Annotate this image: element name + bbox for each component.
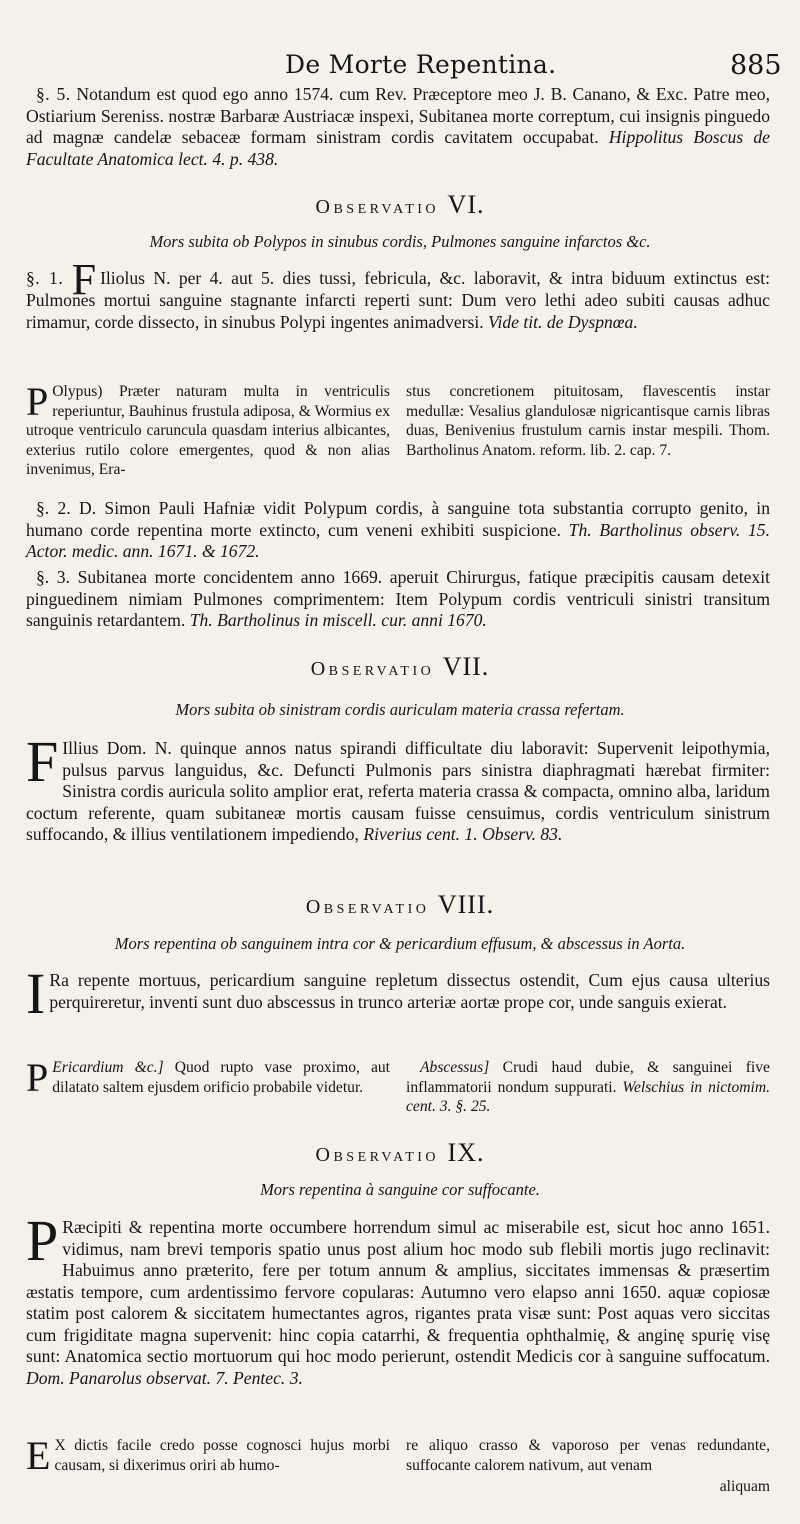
note-text: re aliquo crasso & vaporoso per venas redundante, suffocante calorem nativum, aut venam — [406, 1437, 770, 1474]
note-column-left — [26, 379, 390, 480]
observation-8-heading: Observatio VIII. — [305, 890, 495, 919]
running-head — [0, 50, 800, 84]
note-text: Quod rupto vase proximo, aut dilatato saltem ejusdem orificio probabile videtur. — [52, 1059, 390, 1096]
observation-7-subtitle: Mors subita ob sinistram cordis auriculam materia crassa refertam. — [175, 700, 625, 719]
note-column-right — [406, 382, 770, 480]
observation-6-heading: Observatio VI. — [315, 190, 485, 219]
drop-cap: I — [26, 961, 46, 1026]
drop-cap: E — [26, 1433, 51, 1478]
note-text: X dictis facile credo posse cognosci hujus morbi causam, si dixerimus oriri ab humo- — [54, 1437, 390, 1474]
observation-6-section-2 — [26, 498, 770, 563]
section-text: §. 2. D. Simon Pauli Hafniæ vidit Polypum cordis, à sanguine tota substantia corrupto genito, in humano corde repentina morte extincto, cum veneni exhibiti suspicione. — [26, 498, 770, 540]
observation-7-body — [26, 729, 770, 846]
section-mark: §. 1. — [26, 268, 64, 288]
cross-reference: Vide tit. de Dyspnœa. — [488, 311, 638, 332]
note-column-right — [406, 1058, 770, 1117]
observation-6-section-3 — [26, 567, 770, 632]
citation: Welschius in nictomim. cent. 3. §. 25. — [406, 1078, 770, 1115]
observation-8-subtitle: Mors repentina ob sanguinem intra cor & pericardium effusum, & abscessus in Aorta. — [114, 934, 686, 953]
citation: Dom. Panarolus observat. 7. Pentec. 3. — [26, 1367, 303, 1388]
observation-8-body — [26, 961, 770, 1026]
observation-9-subtitle: Mors repentina à sanguine cor suffocante. — [260, 1180, 540, 1199]
intro-citation: Hippolitus Boscus de Facultate Anatomica lect. 4. p. 438. — [26, 127, 770, 169]
note-lemma: Ericardium &c.] — [52, 1059, 164, 1076]
running-title: De Morte Repentina. — [285, 50, 557, 79]
note-column-left — [26, 1055, 390, 1117]
note-column-left — [26, 1433, 390, 1497]
note-lemma: Abscessus] — [420, 1059, 490, 1076]
observation-6-notes — [26, 379, 770, 480]
observation-7-heading: Observatio VII. — [310, 652, 490, 681]
body-text: Ra repente mortuus, pericardium sanguine repletum dissectus ostendit, Cum ejus causa ulterius perquireretur, inventi sunt duo abscessus in trunco arteriæ aortæ prope cor, unde sanguis exierat. — [49, 970, 770, 1012]
citation: Th. Bartholinus in miscell. cur. anni 1670. — [189, 610, 487, 630]
citation: Riverius cent. 1. Observ. 83. — [363, 824, 563, 844]
observation-6-subtitle: Mors subita ob Polypos in sinubus cordis, Pulmones sanguine infarctos &c. — [149, 232, 651, 251]
observation-9-notes — [26, 1433, 770, 1497]
drop-cap: P — [26, 1208, 59, 1273]
note-text: Crudi haud dubie, & sanguinei five inflammatorii nondum suppurati. — [406, 1059, 770, 1096]
body-text: Ræcipiti & repentina morte occumbere horrendum simul ac miserabile est, sicut hoc anno 1651. vidimus, nam brevi temporis spatio unus post alium hoc modo sub flebili mortis jugo reclinavit: Habuimus anno præterito, fere per totum annum & amplius, siccitates immensas & præsertim æstatis tempore, cum ardentissimo fervore copularas: Autumno vero elapso anni 1650. aquæ copiosæ statim post calorem & siccitatem humectantes agros, rigantes prata visæ sunt: Post aquas vero siccitas cum frigiditate magna supervenit: hinc copia catarrhi, & frequentia ophthalmię, & anginę spurię visę sunt: Anatomica sectio mortuorum qui hoc modo perierunt, ostendit Medicis cor à sanguine suffocatum. — [26, 1217, 770, 1366]
section-mark: §. 5. — [36, 84, 71, 104]
catchword: aliquam — [719, 1478, 770, 1495]
observation-9-heading: Observatio IX. — [315, 1138, 485, 1167]
note-column-right — [406, 1436, 770, 1497]
observation-9-body — [26, 1208, 770, 1389]
intro-text: Notandum est quod ego anno 1574. cum Rev. Præceptore meo J. B. Canano, & Exc. Patre meo, Ostiarium Sereniss. nostræ Barbaræ Austriacæ inspexi, Subitanea morte correptum, cui insignis pinguedo ad magnæ candelæ sebaceæ formam sinistram cordis cavitatem occupabat. — [26, 84, 770, 147]
body-text: Illius Dom. N. quinque annos natus spirandi difficultate diu laboravit: Supervenit leipothymia, pulsus parvus languidus, &c. Defuncti Pulmonis pars sinistra diaphragmati hærebat firmiter: Sinistra cordis auricula solito amplior erat, referta materia crassa & compacta, omnino alba, laridum coctum referente, quam subitaneæ mortis causam fuisse censuimus, cordis ventriculum sinistrum suffocando, & illius ventilationem impediendo, — [26, 738, 770, 844]
drop-cap: P — [26, 379, 49, 424]
observation-6-section-1 — [26, 255, 770, 333]
section-text: §. 3. Subitanea morte concidentem anno 1669. aperuit Chirurgus, fatique præcipitis causam detexit pinguedinem nimiam Pulmones comprimentem: Item Polypum cordis ventriculi sinistri transitum sanguinis retardantem. — [26, 567, 770, 630]
intro-paragraph — [26, 84, 770, 170]
section-text: Iliolus N. per 4. aut 5. dies tussi, febricula, &c. laboravit, & intra biduum extinctus est: Pulmones mortui sanguine stagnante infarcti reperti sunt: Dum vero lethi adeo subiti causas adhuc rimamur, corde dissecto, in sinubus Polypi ingentes animadversi. — [26, 268, 770, 332]
page-number: 885 — [730, 50, 782, 81]
drop-cap: P — [26, 1055, 49, 1100]
drop-cap: F — [26, 729, 59, 794]
note-text: Olypus) Præter naturam multa in ventriculis reperiuntur, Bauhinus frustula adiposa, & Wormius ex utroque ventriculo caruncula quasdam interius albicantes, exterius rutilo colore emergentes, quod & non alias invenimus, Era- — [26, 383, 390, 478]
citation: Th. Bartholinus observ. 15. Actor. medic. ann. 1671. & 1672. — [26, 519, 770, 561]
drop-cap: F — [71, 255, 97, 304]
note-text: stus concretionem pituitosam, flavescentis instar medullæ: Vesalius glandulosæ nigricantisque carnis libras duas, Benivenius frustulum carnis instar mespili. Thom. Bartholinus Anatom. reform. lib. 2. cap. 7. — [406, 383, 770, 459]
observation-8-notes — [26, 1055, 770, 1117]
